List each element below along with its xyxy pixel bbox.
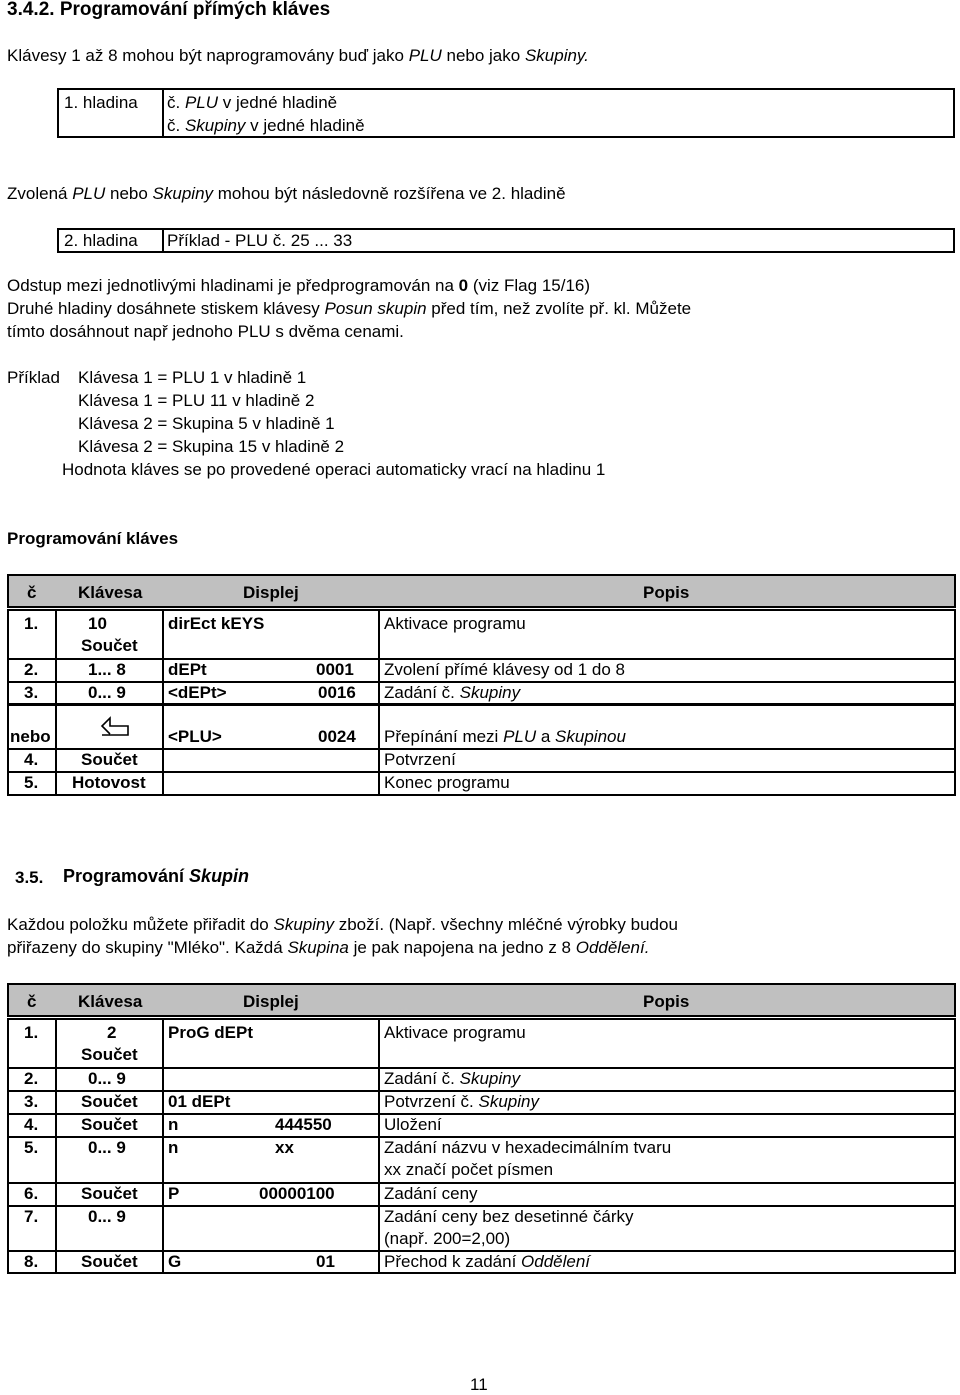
table-cell: 3. <box>24 683 39 702</box>
table2-col-key: Klávesa <box>78 992 143 1011</box>
table-cell: Zvolení přímé klávesy od 1 do 8 <box>384 660 625 679</box>
table1-header <box>7 574 956 608</box>
intro-text: Klávesy 1 až 8 mohou být naprogramovány buď jako PLU nebo jako Skupiny. <box>7 46 589 65</box>
table-cell: P <box>168 1184 180 1203</box>
table-cell: 2. <box>24 1069 39 1088</box>
shift-key-icon <box>100 713 130 739</box>
table-cell: 0... 9 <box>88 683 126 702</box>
table-cell: 7. <box>24 1207 39 1226</box>
para-offset: Odstup mezi jednotlivými hladinami je předprogramován na 0 (viz Flag 15/16) <box>7 276 591 295</box>
section-35-title: Programování Skupin <box>63 866 250 886</box>
table-cell: 5. <box>24 773 39 792</box>
section-35-number: 3.5. <box>15 868 44 887</box>
table1-col-c: č <box>27 583 37 602</box>
level1-line1: č. PLU v jedné hladině <box>167 93 338 112</box>
table-cell: Součet <box>81 1045 138 1064</box>
table-cell: xx <box>275 1138 294 1157</box>
table1-col-key: Klávesa <box>78 583 143 602</box>
table-cell: Aktivace programu <box>384 614 526 633</box>
example-label: Příklad <box>7 368 60 387</box>
table-cell: Potvrzení <box>384 750 456 769</box>
table1-col-display: Displej <box>243 583 299 602</box>
table1-heading: Programování kláves <box>7 529 179 548</box>
example-line: Klávesa 2 = Skupina 15 v hladině 2 <box>78 437 345 456</box>
table-cell: 5. <box>24 1138 39 1157</box>
table-cell: dirEct kEYS <box>168 614 265 633</box>
table-cell: G <box>168 1252 182 1271</box>
table-cell: Součet <box>81 1092 138 1111</box>
table-cell: 0... 9 <box>88 1207 126 1226</box>
table-cell: 3. <box>24 1092 39 1111</box>
table-cell: 444550 <box>275 1115 332 1134</box>
table-cell: 0016 <box>318 683 356 702</box>
table-cell: Zadání ceny bez desetinné čárky <box>384 1207 634 1226</box>
table-cell: ProG dEPt <box>168 1023 254 1042</box>
table-cell: nebo <box>10 727 51 746</box>
table-cell: Zadání č. Skupiny <box>384 1069 521 1088</box>
table-cell: Součet <box>81 750 138 769</box>
table1-col-desc: Popis <box>643 583 690 602</box>
table-cell: Konec programu <box>384 773 510 792</box>
table-cell: 2 <box>107 1023 117 1042</box>
table2-header <box>7 983 956 1017</box>
table-cell: 8. <box>24 1252 39 1271</box>
extend-text: Zvolená PLU nebo Skupiny mohou být následovně rozšířena ve 2. hladině <box>7 184 566 203</box>
table-cell: 01 <box>316 1252 335 1271</box>
table-cell: Uložení <box>384 1115 442 1134</box>
example-line: Klávesa 2 = Skupina 5 v hladině 1 <box>78 414 335 433</box>
table-cell: dEPt <box>168 660 207 679</box>
level1-line2: č. Skupiny v jedné hladině <box>167 116 365 135</box>
table-cell: 0001 <box>316 660 354 679</box>
example-line: Klávesa 1 = PLU 11 v hladině 2 <box>78 391 315 410</box>
table-cell: 2. <box>24 660 39 679</box>
table-cell: 1... 8 <box>88 660 126 679</box>
section-35-para1: Každou položku můžete přiřadit do Skupiny zboží. (Např. všechny mléčné výrobky budou <box>7 915 678 934</box>
table-cell: 4. <box>24 1115 39 1134</box>
table-cell: Přechod k zadání Oddělení <box>384 1252 591 1271</box>
table-cell: Součet <box>81 1184 138 1203</box>
table-cell: <PLU> <box>168 727 222 746</box>
para-two-prices: tímto dosáhnout např jednoho PLU s dvěma cenami. <box>7 322 404 341</box>
table-cell: 0... 9 <box>88 1138 126 1157</box>
table-cell: 00000100 <box>259 1184 335 1203</box>
table-cell: Hotovost <box>72 773 146 792</box>
example-note: Hodnota kláves se po provedené operaci automaticky vrací na hladinu 1 <box>62 460 606 479</box>
table-cell: Zadání ceny <box>384 1184 478 1203</box>
table-cell: Součet <box>81 1252 138 1271</box>
table-cell: 1. <box>24 1023 39 1042</box>
table-cell: xx značí počet písmen <box>384 1160 554 1179</box>
table-cell: Aktivace programu <box>384 1023 526 1042</box>
table-cell: <dEPt> <box>168 683 227 702</box>
table-cell: n <box>168 1115 179 1134</box>
table-cell: 01 dEPt <box>168 1092 231 1111</box>
para-second-level: Druhé hladiny dosáhnete stiskem klávesy Posun skupin před tím, než zvolíte př. kl. Můžete <box>7 299 692 318</box>
example-line: Klávesa 1 = PLU 1 v hladině 1 <box>78 368 307 387</box>
table-cell: Součet <box>81 636 138 655</box>
table-cell: n <box>168 1138 179 1157</box>
section-35-para2: přiřazeny do skupiny "Mléko". Každá Skupina je pak napojena na jedno z 8 Oddělení. <box>7 938 650 957</box>
table-cell: 4. <box>24 750 39 769</box>
table-cell: Potvrzení č. Skupiny <box>384 1092 539 1111</box>
page-number: 11 <box>470 1375 488 1394</box>
table-cell: Součet <box>81 1115 138 1134</box>
table2-col-display: Displej <box>243 992 299 1011</box>
table-cell: 6. <box>24 1184 39 1203</box>
table-cell: (např. 200=2,00) <box>384 1229 511 1248</box>
table-cell: Přepínání mezi PLU a Skupinou <box>384 727 626 746</box>
table2-col-c: č <box>27 992 37 1011</box>
table-cell: 0... 9 <box>88 1069 126 1088</box>
level2-label: 2. hladina <box>64 231 138 250</box>
table-cell: Zadání názvu v hexadecimálním tvaru <box>384 1138 672 1157</box>
level2-value: Příklad - PLU č. 25 ... 33 <box>167 231 353 250</box>
table-cell: 10 <box>88 614 107 633</box>
level1-label: 1. hladina <box>64 93 138 112</box>
table-cell: 0024 <box>318 727 356 746</box>
table-cell: Zadání č. Skupiny <box>384 683 521 702</box>
table2-col-desc: Popis <box>643 992 690 1011</box>
table-cell: 1. <box>24 614 39 633</box>
section-title: 3.4.2. Programování přímých kláves <box>7 0 331 20</box>
